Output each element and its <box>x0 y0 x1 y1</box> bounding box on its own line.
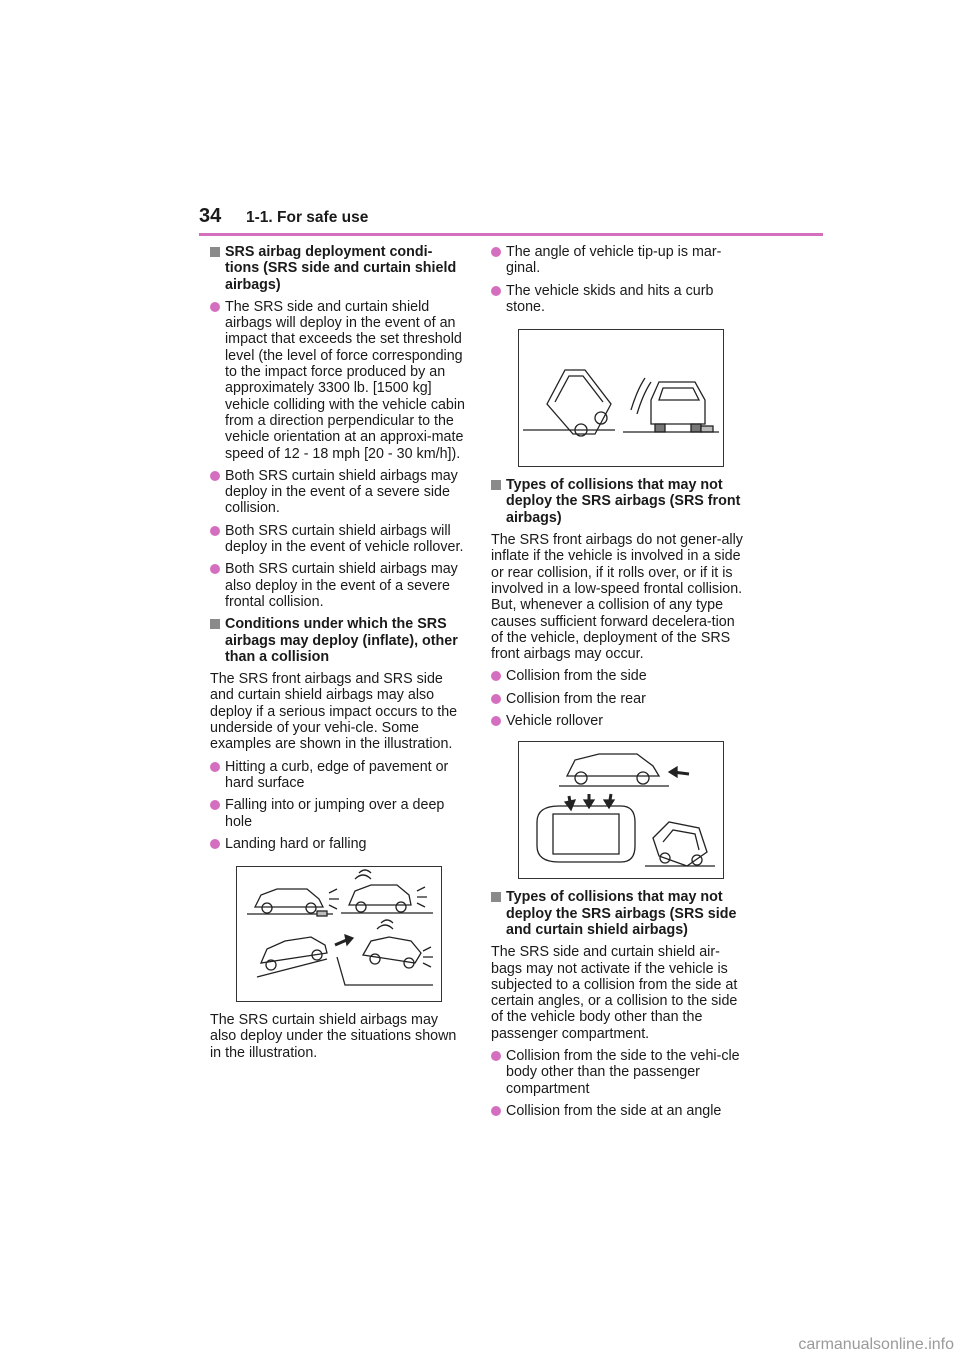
list-item: Collision from the side at an angle <box>491 1103 747 1119</box>
bullet-dot-icon <box>210 564 220 574</box>
header-rule <box>199 233 823 236</box>
tip-up-skid-drawing <box>519 330 723 466</box>
list-item: Both SRS curtain shield airbags will deploy in the event of vehicle rollover. <box>210 523 466 556</box>
bullet-dot-icon <box>210 839 220 849</box>
bullet-dot-icon <box>210 302 220 312</box>
side-rear-rollover-drawing <box>519 742 723 878</box>
left-column <box>210 244 466 1067</box>
section-title: 1-1. For safe use <box>246 209 369 226</box>
page-number: 34 <box>199 205 222 227</box>
bullet-dot-icon <box>491 286 501 296</box>
list-item: Both SRS curtain shield airbags may deploy in the event of a severe side collision. <box>210 468 466 517</box>
heading-square-icon <box>491 480 501 490</box>
list-item: Collision from the side <box>491 668 747 684</box>
list-item: Collision from the side to the vehi-cle body other than the passenger compartment <box>491 1048 747 1097</box>
right-column <box>491 244 747 1125</box>
heading-no-deploy-front: Types of collisions that may not deploy the SRS airbags (SRS front airbags) <box>491 477 747 526</box>
illustration-side-rear-rollover <box>518 741 724 879</box>
list-item: The angle of vehicle tip-up is mar-ginal. <box>491 244 747 277</box>
paragraph: The SRS side and curtain shield air-bags may not activate if the vehicle is subjected to a collision from the side at certain angles, or a collision to the side of the vehicle body other than the passenger compartment. <box>491 944 738 1042</box>
bullet-dot-icon <box>491 1106 501 1116</box>
bullet-dot-icon <box>491 247 501 257</box>
list-item: Collision from the rear <box>491 691 747 707</box>
list-item: Vehicle rollover <box>491 713 747 729</box>
heading-square-icon <box>210 247 220 257</box>
list-item: Landing hard or falling <box>210 836 466 852</box>
paragraph: The SRS curtain shield airbags may also deploy under the situations shown in the illustration. <box>210 1012 457 1061</box>
underside-impact-drawing <box>237 867 441 1001</box>
list-item: Hitting a curb, edge of pavement or hard surface <box>210 759 466 792</box>
bullet-dot-icon <box>491 671 501 681</box>
bullet-dot-icon <box>491 694 501 704</box>
paragraph: The SRS front airbags do not gener-ally inflate if the vehicle is involved in a side or rear collision, if it rolls over, or if it is involved in a low-speed frontal collision. But, whenever a collision of any type causes sufficient forward decelera-tion of the vehicle, deployment of the SRS front airbags may occur. <box>491 532 743 663</box>
bullet-dot-icon <box>491 716 501 726</box>
heading-no-deploy-side-curtain: Types of collisions that may not deploy the SRS airbags (SRS side and curtain shield airbags) <box>491 889 747 938</box>
heading-side-curtain-deployment: SRS airbag deployment condi-tions (SRS side and curtain shield airbags) <box>210 244 466 293</box>
illustration-tip-up-and-skid <box>518 329 724 467</box>
list-item: The SRS side and curtain shield airbags will deploy in the event of an impact that exceeds the set threshold level (the level of force corresponding to the impact force produced by an approximately 3300 lb. [1500 kg] vehicle colliding with the vehicle cabin from a direction perpendicular to the vehicle orientation at an approxi-mate speed of 12 - 18 mph [20 - 30 km/h]). <box>210 299 466 462</box>
illustration-underside-impacts <box>236 866 442 1002</box>
bullet-dot-icon <box>210 800 220 810</box>
heading-square-icon <box>491 892 501 902</box>
bullet-dot-icon <box>210 526 220 536</box>
heading-square-icon <box>210 619 220 629</box>
list-item: Both SRS curtain shield airbags may also deploy in the event of a severe frontal collision. <box>210 561 466 610</box>
list-item: Falling into or jumping over a deep hole <box>210 797 466 830</box>
bullet-dot-icon <box>210 762 220 772</box>
list-item: The vehicle skids and hits a curb stone. <box>491 283 747 316</box>
heading-conditions-other-than-collision: Conditions under which the SRS airbags may deploy (inflate), other than a collision <box>210 616 466 665</box>
bullet-dot-icon <box>210 471 220 481</box>
bullet-dot-icon <box>491 1051 501 1061</box>
paragraph: The SRS front airbags and SRS side and curtain shield airbags may also deploy if a serious impact occurs to the underside of your vehi-cle. Some examples are shown in the illustration. <box>210 671 458 753</box>
watermark: carmanualsonline.info <box>798 1336 954 1353</box>
